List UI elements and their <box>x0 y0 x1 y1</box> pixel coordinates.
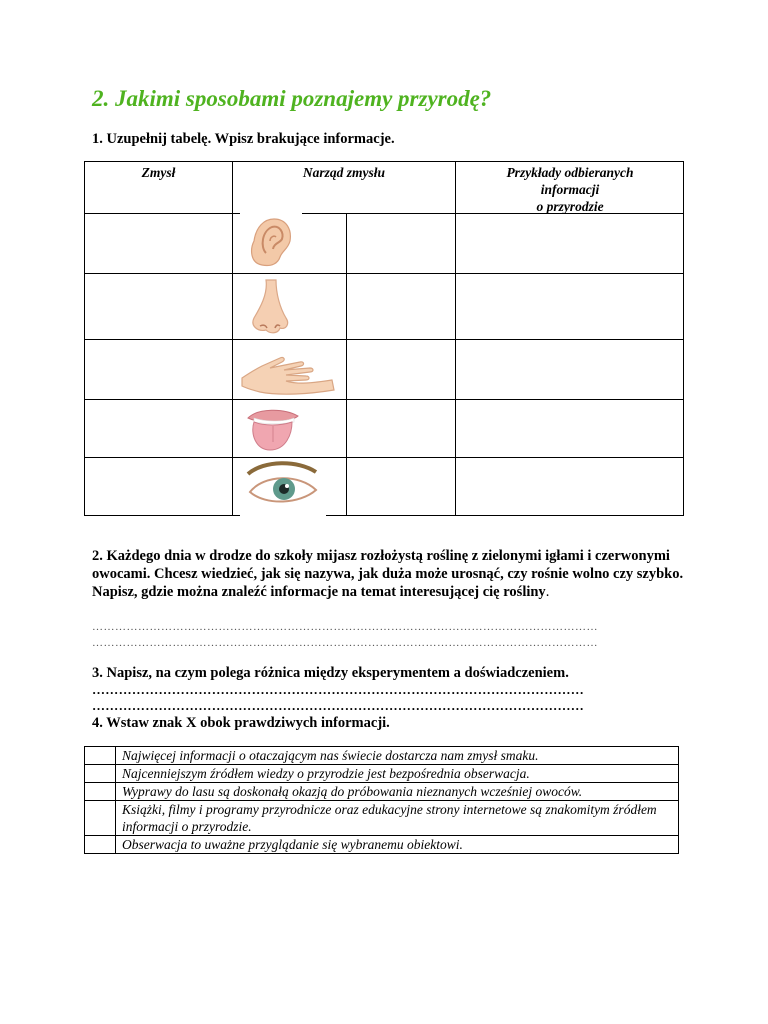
header-examples-line1: Przykłady odbieranych <box>506 165 634 180</box>
task-4-instruction: 4. Wstaw znak X obok prawdziwych informacji. <box>92 715 390 731</box>
statement-text: Najwięcej informacji o otaczającym nas świecie dostarcza nam zmysł smaku. <box>116 747 679 765</box>
tongue-icon <box>240 400 312 457</box>
task-3-answer-line[interactable]: ………………………………………………………………………………………………… <box>92 682 585 697</box>
statement-row <box>85 801 679 836</box>
examples-answer-cell[interactable] <box>456 214 684 273</box>
tongue-picture <box>240 400 312 457</box>
statement-text: Obserwacja to uważne przyglądanie się wybranemu obiektowi. <box>116 836 679 854</box>
eye-picture <box>240 458 326 516</box>
header-examples-line3: o przyrodzie <box>536 199 604 214</box>
nose-picture <box>240 274 320 339</box>
task-2-answer-line[interactable]: …………………………………………………………………………………………………………………… <box>92 637 598 649</box>
answer-checkbox[interactable] <box>85 801 116 836</box>
header-organ: Narząd zmysłu <box>302 165 386 180</box>
task-2-end: . <box>545 584 550 600</box>
header-sense: Zmysł <box>141 165 176 180</box>
sense-answer-cell[interactable] <box>85 214 232 273</box>
task-1-instruction: 1. Uzupełnij tabelę. Wpisz brakujące informacje. <box>92 131 395 147</box>
task-2-instruction <box>92 547 692 601</box>
statement-text: Książki, filmy i programy przyrodnicze oraz edukacyjne strony internetowe są znakomitym źródłem informacji o przyrodzie. <box>116 801 679 836</box>
hand-icon <box>240 340 340 399</box>
statement-text: Najcenniejszym źródłem wiedzy o przyrodzie jest bezpośrednia obserwacja. <box>116 765 679 783</box>
statement-row <box>85 836 679 854</box>
task-2-answer-line[interactable]: …………………………………………………………………………………………………………………… <box>92 621 598 633</box>
statements-table <box>84 746 679 854</box>
nose-icon <box>240 274 320 339</box>
task-3-instruction: 3. Napisz, na czym polega różnica między eksperymentem a doświadczeniem. <box>92 665 569 681</box>
eye-icon <box>240 458 326 516</box>
answer-checkbox[interactable] <box>85 765 116 783</box>
answer-checkbox[interactable] <box>85 836 116 854</box>
answer-checkbox[interactable] <box>85 747 116 765</box>
answer-checkbox[interactable] <box>85 783 116 801</box>
header-examples-line2: informacji <box>540 182 600 197</box>
task-3-answer-line[interactable]: ………………………………………………………………………………………………… <box>92 698 585 713</box>
hand-picture <box>240 340 340 399</box>
ear-icon <box>240 213 302 273</box>
ear-picture <box>240 213 302 273</box>
senses-table <box>84 161 684 516</box>
statement-row <box>85 783 679 801</box>
statement-row <box>85 747 679 765</box>
task-2-text: 2. Każdego dnia w drodze do szkoły mijasz rozłożystą roślinę z zielonymi igłami i czerwonymi owocami. Chcesz wiedzieć, jak się nazywa, jak duża może urosnąć, czy rośnie wolno czy szybko. Napisz, gdzie można znaleźć informacje na temat interesującej cię rośliny <box>92 548 684 600</box>
page-title: 2. Jakimi sposobami poznajemy przyrodę? <box>92 86 492 111</box>
organ-answer-cell[interactable] <box>347 214 455 273</box>
header-examples <box>456 164 684 215</box>
statement-text: Wyprawy do lasu są doskonałą okazją do próbowania nieznanych wcześniej owoców. <box>116 783 679 801</box>
statement-row <box>85 765 679 783</box>
